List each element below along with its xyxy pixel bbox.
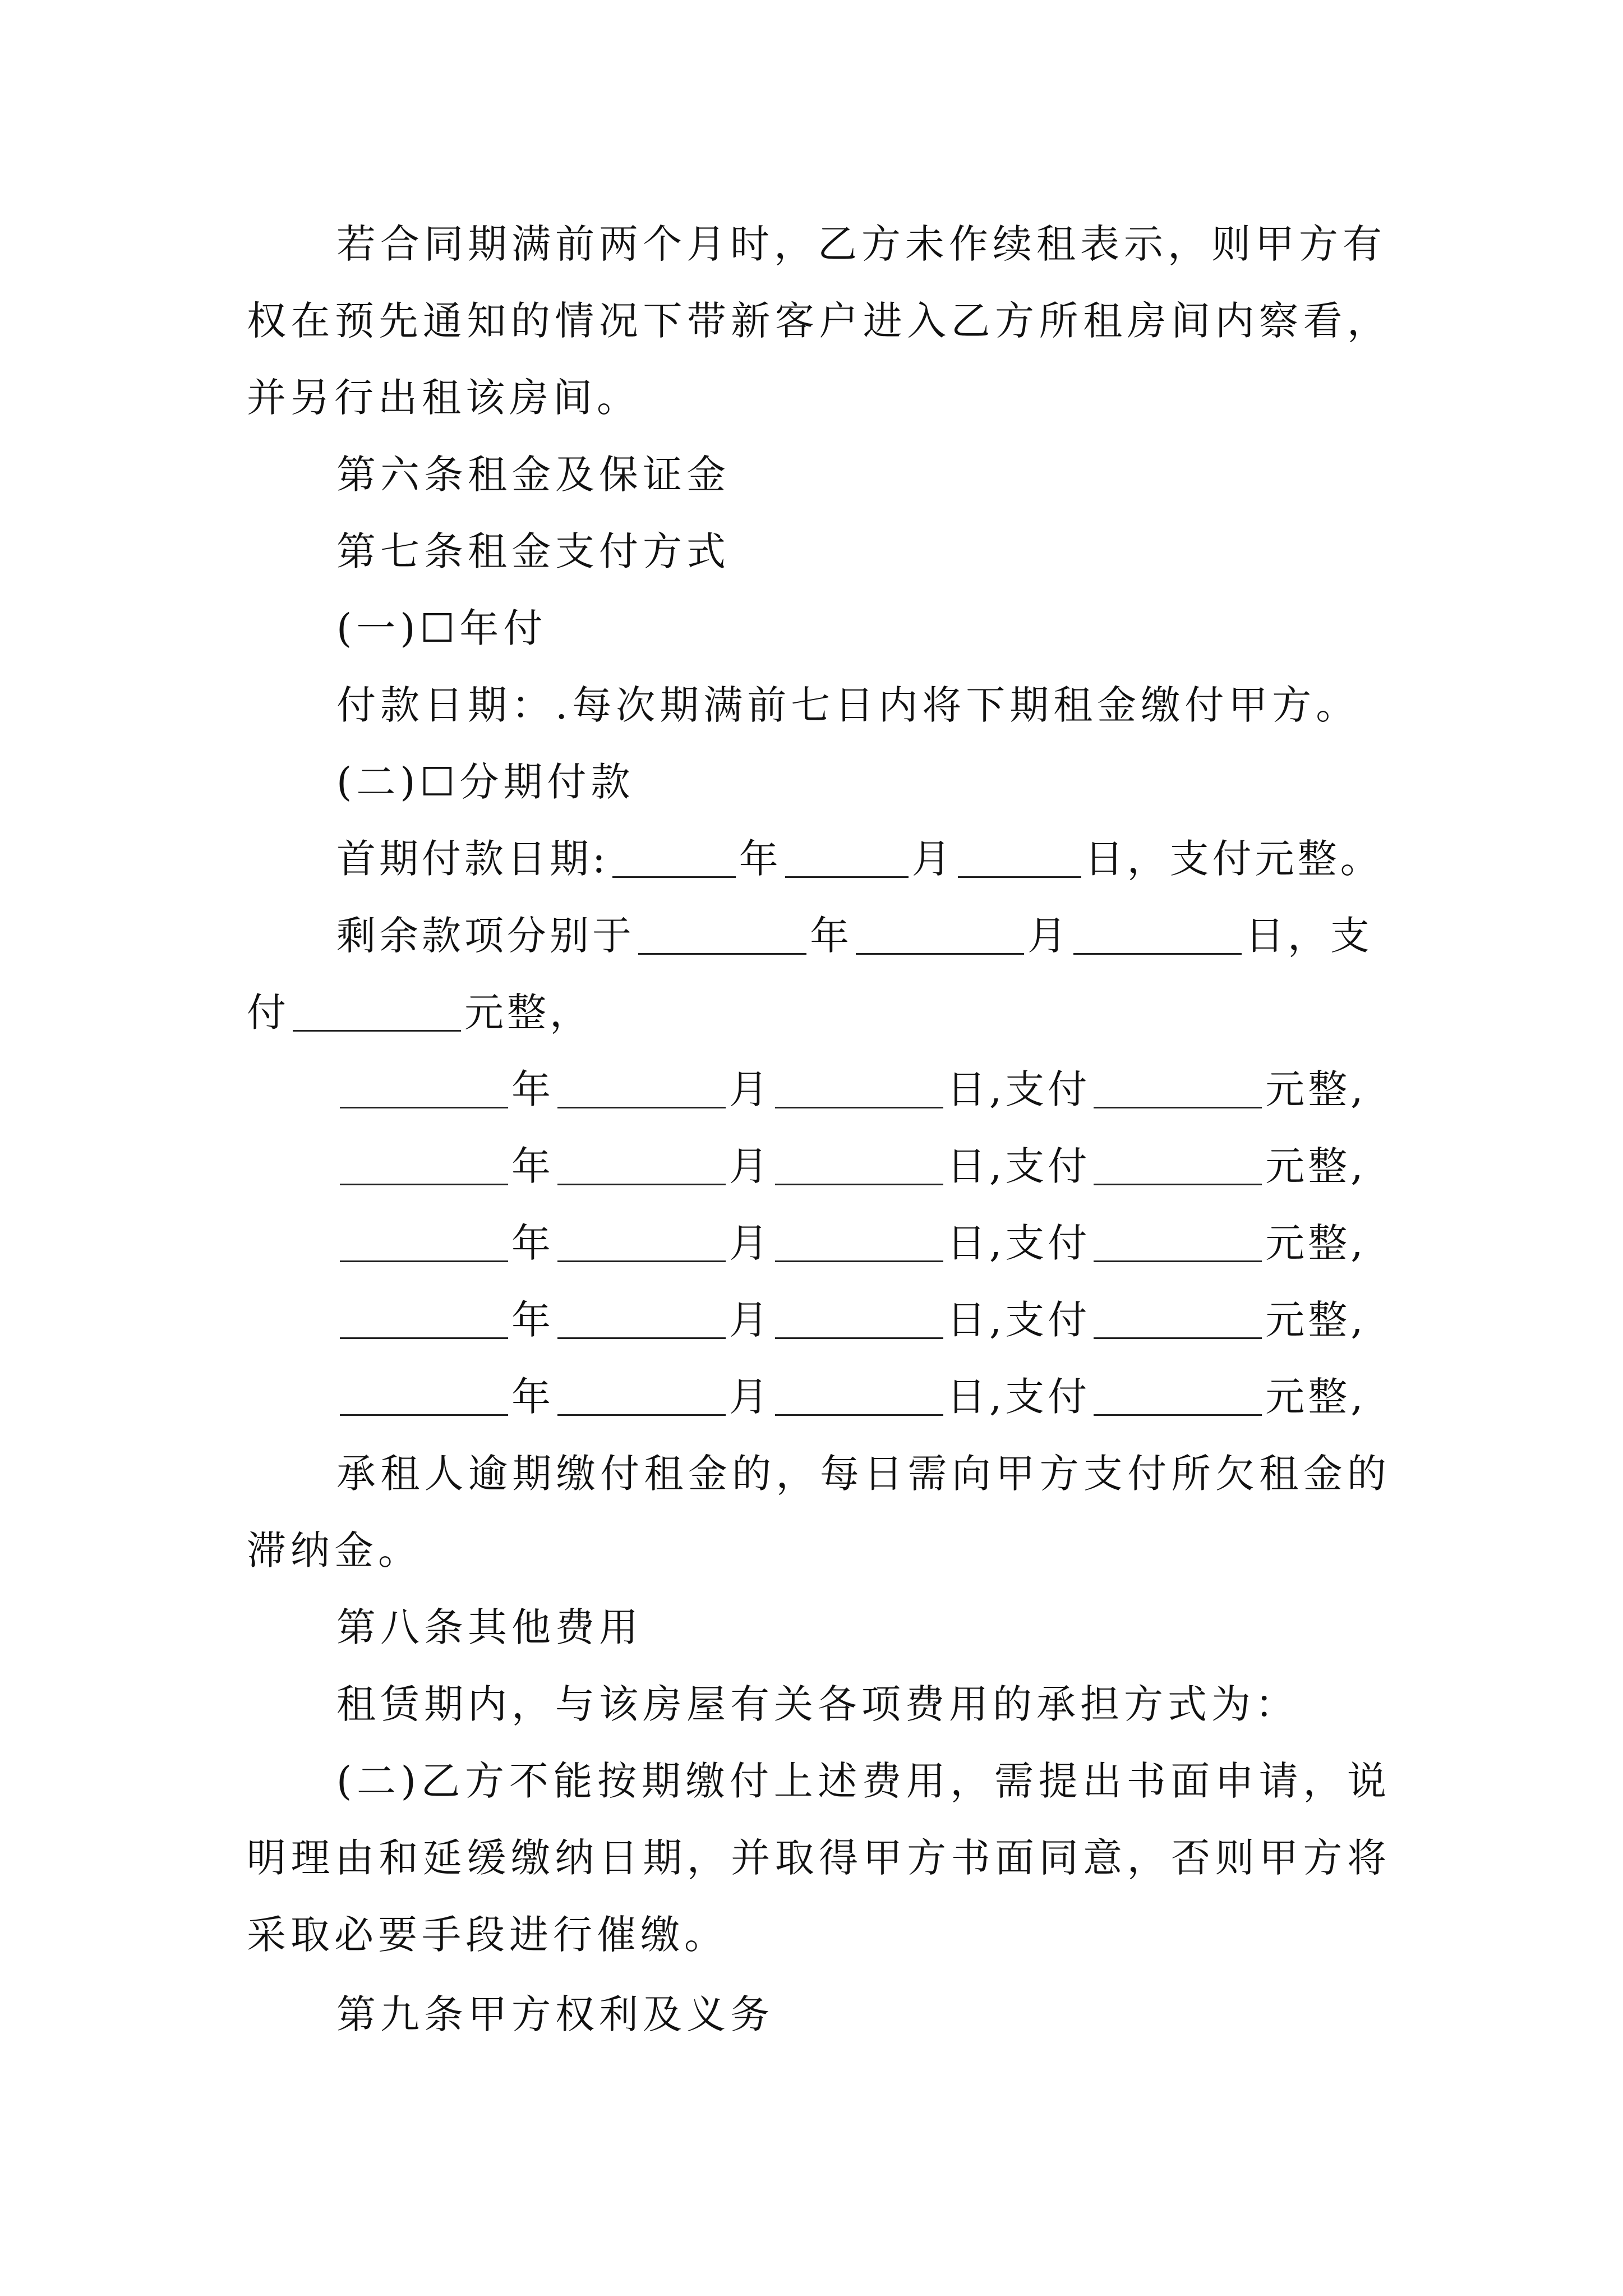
blank-field <box>340 1066 508 1108</box>
article-heading: 第六条租金及保证金 <box>336 452 730 498</box>
remaining-l2-suffix: 元整， <box>464 990 592 1036</box>
month-label: 月 <box>729 1143 772 1189</box>
installment-row <box>336 1138 1391 1194</box>
remaining-l2-prefix: 付 <box>247 990 289 1036</box>
installment-row <box>336 1215 1391 1271</box>
blank-field <box>775 1297 943 1339</box>
blank-field <box>958 836 1081 878</box>
day-pay-label: 日,支付 <box>947 1374 1091 1420</box>
blank-field <box>557 1374 726 1416</box>
remaining-payment-line <box>336 908 1391 964</box>
month-label: 月 <box>729 1374 772 1420</box>
yuan-label: 元整, <box>1265 1297 1367 1343</box>
first-payment-prefix: 首期付款日期: <box>336 836 609 882</box>
yuan-label: 元整, <box>1265 1220 1367 1266</box>
article-heading: 第七条租金支付方式 <box>336 528 730 574</box>
month-label: 月 <box>729 1297 772 1343</box>
first-payment-suffix: 日，支付元整。 <box>1084 836 1383 882</box>
payment-date-text: 付款日期：.每次期满前七日内将下期租金缴付甲方。 <box>336 682 1360 728</box>
blank-field <box>557 1220 726 1262</box>
blank-field <box>293 990 461 1032</box>
installment-row <box>336 1292 1391 1348</box>
blank-field <box>785 836 909 878</box>
yuan-label: 元整, <box>1265 1066 1367 1112</box>
paragraph-line: 承租人逾期缴付租金的，每日需向甲方支付所欠租金的 <box>336 1451 1391 1497</box>
paragraph-line: 租赁期内，与该房屋有关各项费用的承担方式为： <box>336 1681 1299 1727</box>
day-pay-label: 日,支付 <box>947 1143 1091 1189</box>
yuan-label: 元整, <box>1265 1374 1367 1420</box>
blank-field <box>1094 1220 1262 1262</box>
remaining-suffix: 日，支 <box>1245 913 1373 959</box>
year-label: 年 <box>810 913 852 959</box>
blank-field <box>340 1143 508 1185</box>
remaining-prefix: 剩余款项分别于 <box>336 913 635 959</box>
yuan-label: 元整, <box>1265 1143 1367 1189</box>
blank-field <box>638 913 806 955</box>
blank-field <box>775 1220 943 1262</box>
year-label: 年 <box>511 1220 554 1266</box>
blank-field <box>340 1220 508 1262</box>
year-label: 年 <box>511 1143 554 1189</box>
day-pay-label: 日,支付 <box>947 1220 1091 1266</box>
blank-field <box>1094 1066 1262 1108</box>
blank-field <box>557 1066 726 1108</box>
blank-field <box>775 1374 943 1416</box>
year-label: 年 <box>511 1066 554 1112</box>
day-pay-label: 日,支付 <box>947 1066 1091 1112</box>
paragraph-line: 滞纳金。 <box>247 1527 422 1573</box>
year-label: 年 <box>511 1297 554 1343</box>
article-heading: 第九条甲方权利及义务 <box>336 1991 774 2037</box>
blank-field <box>340 1297 508 1339</box>
paragraph-line: (二)乙方不能按期缴付上述费用，需提出书面申请，说 <box>336 1758 1391 1804</box>
installment-row <box>336 1369 1391 1425</box>
blank-field <box>856 913 1024 955</box>
blank-field <box>1094 1297 1262 1339</box>
article-heading: 第八条其他费用 <box>336 1604 643 1650</box>
option-annual: (一)☐年付 <box>336 605 547 651</box>
paragraph-line: 采取必要手段进行催缴。 <box>247 1912 728 1958</box>
paragraph-line: 并另行出租该房间。 <box>247 375 640 421</box>
blank-field <box>340 1374 508 1416</box>
paragraph-line: 明理由和延缓缴纳日期，并取得甲方书面同意，否则甲方将 <box>247 1835 1391 1881</box>
blank-field <box>1094 1143 1262 1185</box>
month-label: 月 <box>729 1066 772 1112</box>
year-label: 年 <box>511 1374 554 1420</box>
blank-field <box>775 1066 943 1108</box>
remaining-payment-line-2 <box>247 984 1301 1041</box>
month-label: 月 <box>911 836 955 882</box>
month-label: 月 <box>729 1220 772 1266</box>
paragraph-line: 权在预先通知的情况下带新客户进入乙方所租房间内察看， <box>247 298 1391 344</box>
month-label: 月 <box>1027 913 1070 959</box>
blank-field <box>1073 913 1242 955</box>
installment-row <box>336 1061 1391 1117</box>
blank-field <box>612 836 736 878</box>
option-installment: (二)☐分期付款 <box>336 759 635 805</box>
paragraph-line: 若合同期满前两个月时，乙方未作续租表示，则甲方有 <box>336 221 1386 267</box>
blank-field <box>775 1143 943 1185</box>
first-payment-line <box>336 831 1391 887</box>
blank-field <box>557 1143 726 1185</box>
blank-field <box>557 1297 726 1339</box>
day-pay-label: 日,支付 <box>947 1297 1091 1343</box>
year-label: 年 <box>739 836 782 882</box>
blank-field <box>1094 1374 1262 1416</box>
